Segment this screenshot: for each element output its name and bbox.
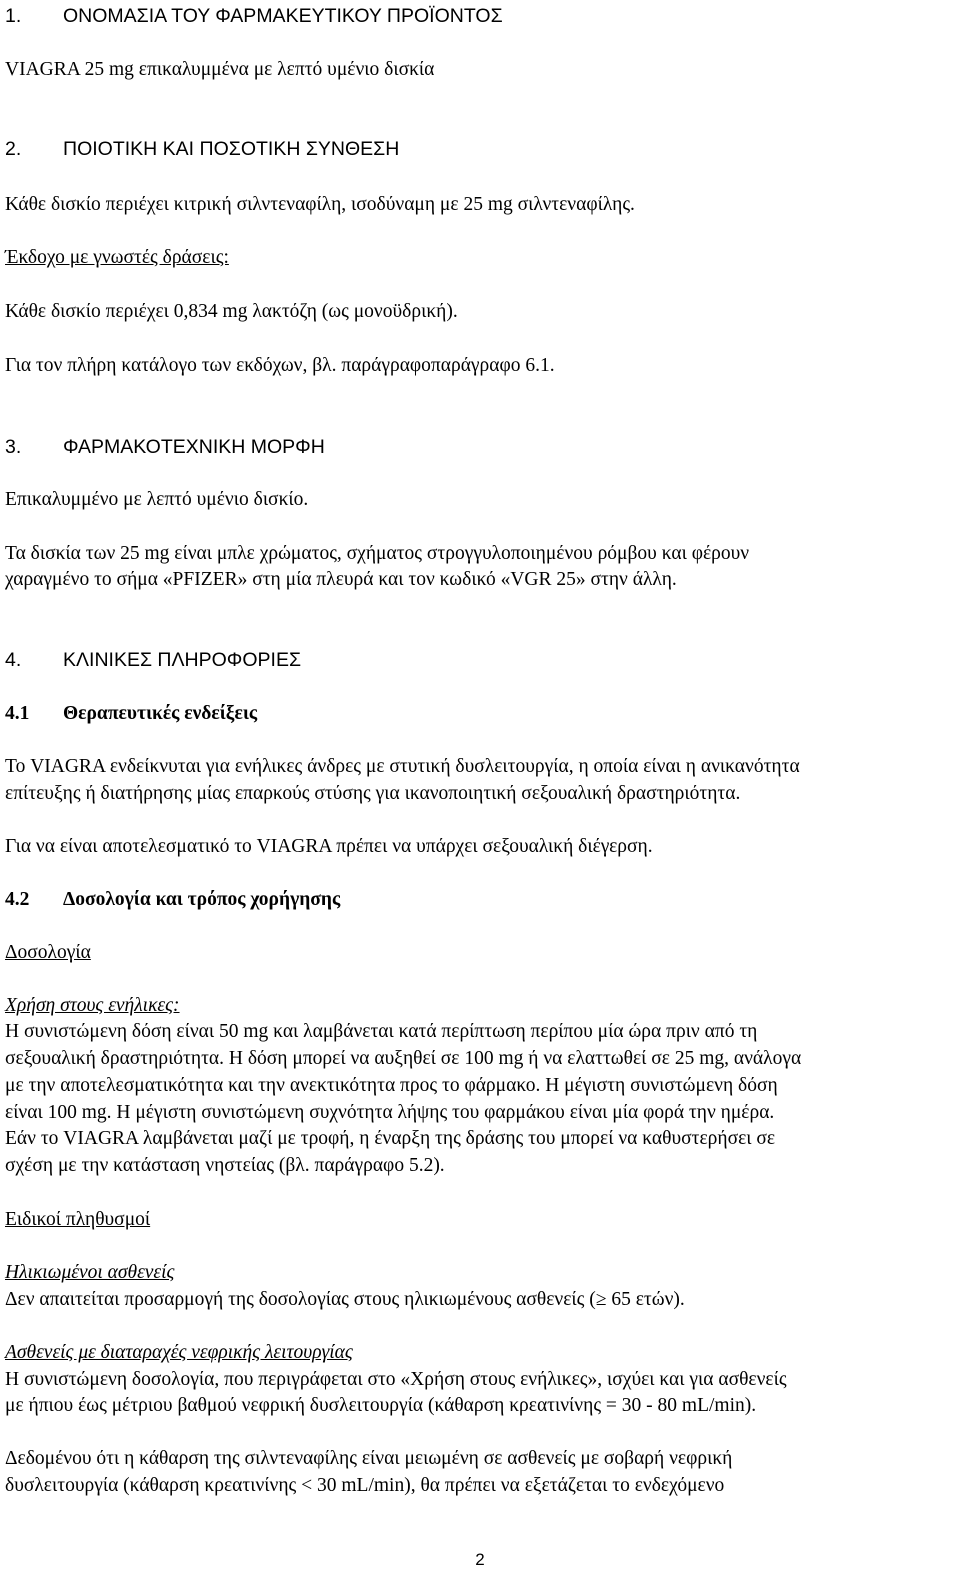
subsection-title: Θεραπευτικές ενδείξεις — [63, 703, 258, 724]
section-1-heading — [5, 3, 503, 29]
adults-line: σχέση με την κατάσταση νηστείας (βλ. παράγραφο 5.2). — [5, 1155, 445, 1176]
section-3-heading — [5, 434, 325, 460]
section-title: ΟΝΟΜΑΣΙΑ ΤΟΥ ΦΑΡΜΑΚΕΥΤΙΚΟΥ ΠΡΟΪΟΝΤΟΣ — [63, 5, 503, 27]
pharmaceutical-form: Επικαλυμμένο με λεπτό υμένιο δισκίο. — [5, 489, 309, 510]
adults-line: σεξουαλική δραστηριότητα. Η δόση μπορεί να αυξηθεί σε 100 mg ή να ελαττωθεί σε 25 mg, ανάλογα — [5, 1048, 802, 1069]
adults-line: είναι 100 mg. Η μέγιστη συνιστώμενη συχνότητα λήψης του φαρμάκου είναι μία φορά την ημέρα. — [5, 1102, 775, 1123]
elderly-heading: Ηλικιωμένοι ασθενείς — [5, 1262, 175, 1283]
tablet-description-line: χαραγμένο το σήμα «PFIZER» στη μία πλευρά και τον κωδικό «VGR 25» στην άλλη. — [5, 569, 677, 590]
renal-line: με ήπιου έως μέτριου βαθμού νεφρική δυσλειτουργία (κάθαρση κρεατινίνης = 30 - 80 mL/min). — [5, 1395, 757, 1416]
severe-renal-line: Δεδομένου ότι η κάθαρση της σιλντεναφίλης είναι μειωμένη σε ασθενείς με σοβαρή νεφρική — [5, 1448, 733, 1469]
composition-text: Κάθε δισκίο περιέχει κιτρική σιλντεναφίλη, ισοδύναμη με 25 mg σιλντεναφίλης. — [5, 194, 635, 215]
section-number: 1. — [5, 5, 22, 27]
excipient-text: Κάθε δισκίο περιέχει 0,834 mg λακτόζη (ως μονοϋδρική). — [5, 301, 458, 322]
subsection-title: Δοσολογία και τρόπος χορήγησης — [63, 889, 341, 910]
section-title: ΚΛΙΝΙΚΕΣ ΠΛΗΡΟΦΟΡΙΕΣ — [63, 649, 302, 671]
page-number: 2 — [475, 1550, 485, 1569]
adults-line: Η συνιστώμενη δόση είναι 50 mg και λαμβάνεται κατά περίπτωση περίπου μία ώρα πριν από τη — [5, 1021, 758, 1042]
indication-line: Το VIAGRA ενδείκνυται για ενήλικες άνδρες με στυτική δυσλειτουργία, η οποία είναι η ανικανότητα — [5, 756, 800, 777]
stimulation-note: Για να είναι αποτελεσματικό το VIAGRA πρέπει να υπάρχει σεξουαλική διέγερση. — [5, 836, 653, 857]
tablet-description-line: Τα δισκία των 25 mg είναι μπλε χρώματος, σχήματος στρογγυλοποιημένου ρόμβου και φέρουν — [5, 543, 750, 564]
subsection-number: 4.2 — [5, 889, 30, 910]
section-number: 3. — [5, 436, 22, 458]
subsection-4-2-heading — [5, 887, 340, 913]
subsection-number: 4.1 — [5, 703, 30, 724]
adults-heading: Χρήση στους ενήλικες: — [5, 995, 180, 1016]
excipient-heading: Έκδοχο με γνωστές δράσεις: — [5, 247, 229, 268]
severe-renal-line: δυσλειτουργία (κάθαρση κρεατινίνης < 30 mL/min), θα πρέπει να εξετάζεται το ενδεχόμενο — [5, 1475, 725, 1496]
section-2-heading — [5, 136, 399, 162]
elderly-text: Δεν απαιτείται προσαρμογή της δοσολογίας στους ηλικιωμένους ασθενείς (≥ 65 ετών). — [5, 1289, 685, 1310]
adults-line: με την αποτελεσματικότητα και την ανεκτικότητα προς το φάρμακο. Η μέγιστη συνιστώμενη δόση — [5, 1075, 778, 1096]
section-4-heading — [5, 647, 301, 673]
posology-heading: Δοσολογία — [5, 942, 91, 963]
renal-line: Η συνιστώμενη δοσολογία, που περιγράφεται στο «Χρήση στους ενήλικες», ισχύει και για ασθενείς — [5, 1369, 787, 1390]
section-title: ΠΟΙΟΤΙΚΗ ΚΑΙ ΠΟΣΟΤΙΚΗ ΣΥΝΘΕΣΗ — [63, 138, 400, 160]
subsection-4-1-heading — [5, 701, 257, 727]
excipient-reference: Για τον πλήρη κατάλογο των εκδόχων, βλ. παράγραφοπαράγραφο 6.1. — [5, 355, 555, 376]
product-name: VIAGRA 25 mg επικαλυμμένα με λεπτό υμένιο δισκία — [5, 59, 435, 80]
special-populations-heading: Ειδικοί πληθυσμοί — [5, 1209, 151, 1230]
section-title: ΦΑΡΜΑΚΟΤΕΧΝΙΚΗ ΜΟΡΦΗ — [63, 436, 325, 458]
renal-heading: Ασθενείς με διαταραχές νεφρικής λειτουργίας — [5, 1342, 353, 1363]
adults-line: Εάν το VIAGRA λαμβάνεται μαζί με τροφή, η έναρξη της δράσης του μπορεί να καθυστερήσει σε — [5, 1128, 776, 1149]
section-number: 2. — [5, 138, 22, 160]
section-number: 4. — [5, 649, 22, 671]
indication-line: επίτευξης ή διατήρησης μίας επαρκούς στύσης για ικανοποιητική σεξουαλική δραστηριότητα. — [5, 783, 741, 804]
